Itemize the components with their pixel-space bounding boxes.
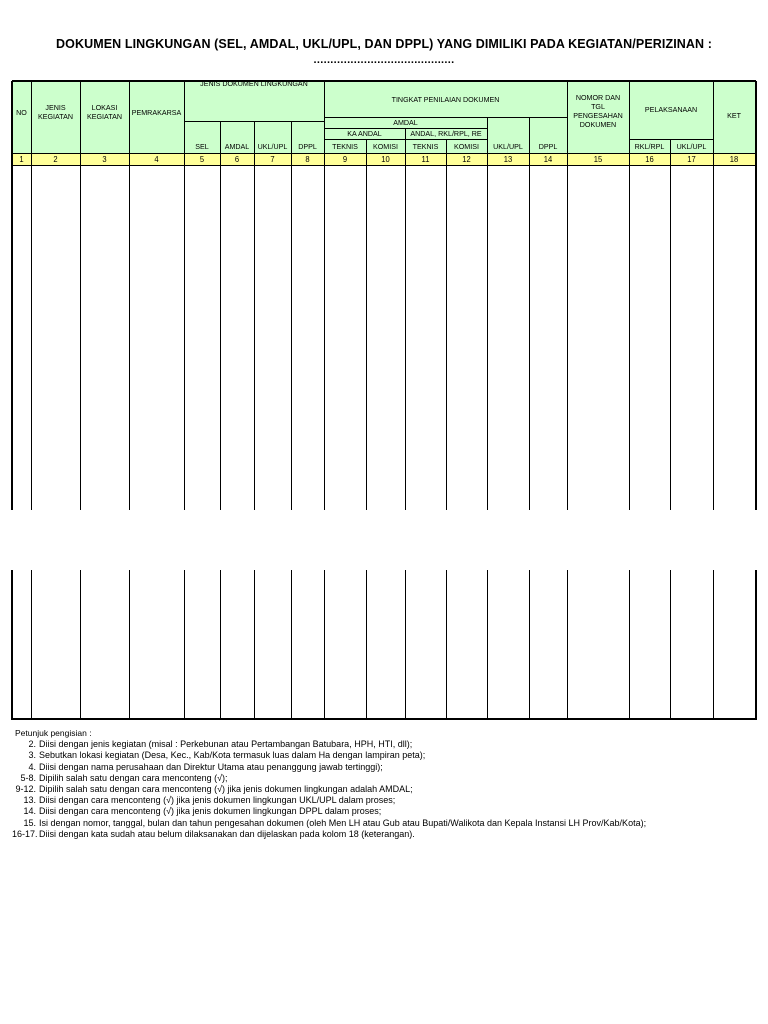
table-border (291, 153, 292, 510)
instruction-item (12, 773, 646, 784)
column-header-pemrakarsa: PEMRAKARSA (131, 107, 182, 117)
column-header-amdal-group: AMDAL (393, 118, 418, 127)
table-border (11, 570, 13, 718)
instruction-key: 15. (23, 817, 36, 828)
column-header-pelaksanaan: PELAKSANAAN (644, 104, 698, 114)
table-border (405, 153, 406, 510)
title-dots: .......................................... (313, 54, 455, 66)
instruction-item (12, 750, 646, 761)
table-border (324, 570, 325, 718)
table-border (129, 153, 130, 510)
column-number: 15 (593, 154, 603, 164)
instruction-key: 13. (23, 795, 36, 806)
column-number: 11 (421, 154, 430, 164)
instruction-text: Diisi dengan jenis kegiatan (misal : Perkebunan atau Pertambangan Batubara, HPH, HTI, dll); (39, 739, 413, 750)
instructions-heading: Petunjuk pengisian : (15, 728, 92, 738)
table-border (220, 153, 221, 510)
table-border (220, 570, 221, 718)
instruction-key: 14. (23, 806, 36, 817)
column-number: 13 (503, 154, 513, 164)
instruction-item (12, 784, 646, 795)
instruction-item (12, 795, 646, 806)
column-header-tingkat-penilaian: TINGKAT PENILAIAN DOKUMEN (391, 94, 500, 104)
column-header-ukl-upl: UKL/UPL (257, 141, 288, 151)
table-border (254, 570, 255, 718)
table-border (11, 718, 757, 720)
table-border (755, 81, 757, 510)
column-header-nomor-tgl-pengesahan: NOMOR DAN TGL PENGESAHAN DOKUMEN (573, 93, 623, 129)
table-border (487, 570, 488, 718)
column-number: 8 (305, 154, 310, 164)
column-header-komisi: KOMISI (373, 141, 398, 151)
instruction-item (12, 739, 646, 750)
table-border (629, 153, 630, 510)
table-border (366, 570, 367, 718)
instruction-key: 2. (28, 739, 36, 750)
table-border (670, 153, 671, 510)
table-border (629, 570, 630, 718)
table-border (31, 570, 32, 718)
instruction-key: 16-17. (12, 828, 38, 839)
table-border (184, 570, 185, 718)
instruction-text: Diisi dengan nama perusahaan dan Direktur Utama atau penanggung jawab tertinggi); (39, 761, 383, 772)
filling-instructions (12, 728, 646, 840)
column-header-andal-rkl-rpl: ANDAL, RKL/RPL, RE (410, 129, 482, 138)
instruction-key: 9-12. (15, 784, 36, 795)
table-border (12, 165, 756, 166)
instruction-text: Diisi dengan kata sudah atau belum dilaksanakan dan dijelaskan pada kolom 18 (keterangan). (39, 828, 415, 839)
table-border (567, 570, 568, 718)
column-number: 5 (199, 154, 205, 164)
instruction-item (12, 762, 646, 773)
instruction-text: Diisi dengan cara menconteng (√) jika jenis dokumen lingkungan UKL/UPL dalam proses; (39, 795, 396, 806)
table-border (713, 153, 714, 510)
table-border (487, 153, 488, 510)
table-border (31, 153, 32, 510)
instruction-text: Diisi dengan cara menconteng (√) jika jenis dokumen lingkungan DPPL dalam proses; (39, 806, 382, 817)
instruction-item (12, 829, 646, 840)
column-header-amdal: AMDAL (224, 141, 250, 151)
column-number: 2 (53, 154, 58, 164)
column-header-ka-andal: KA ANDAL (347, 129, 382, 138)
column-number: 10 (381, 154, 390, 164)
column-number: 7 (270, 154, 275, 164)
table-border (755, 570, 757, 718)
column-header-pelaksanaan-ukl-upl: UKL/UPL (676, 141, 707, 151)
column-header-rkl-rpl: RKL/RPL (634, 141, 665, 151)
table-border (529, 153, 530, 510)
column-header-teknis: TEKNIS (412, 141, 439, 151)
table-border (291, 570, 292, 718)
column-header-tingkat-ukl-upl: UKL/UPL (493, 141, 523, 151)
table-border (254, 153, 255, 510)
instruction-text: Dipilih salah satu dengan cara menconteng (√); (39, 772, 228, 783)
column-header-jenis-kegiatan: JENIS KEGIATAN (38, 103, 73, 121)
column-number: 4 (154, 154, 159, 164)
column-header-ket: KET (727, 110, 741, 120)
instructions-list (12, 739, 646, 840)
table-border (446, 153, 447, 510)
column-number: 9 (342, 154, 348, 164)
column-number: 14 (543, 154, 553, 164)
column-header-teknis: TEKNIS (332, 141, 358, 151)
instruction-text: Sebutkan lokasi kegiatan (Desa, Kec., Kab/Kota termasuk luas dalam Ha dengan lampiran peta); (39, 750, 426, 761)
instruction-item (12, 806, 646, 817)
table-border (11, 81, 13, 510)
table-border (184, 153, 185, 510)
column-header-lokasi-kegiatan: LOKASI KEGIATAN (87, 103, 122, 121)
table-border (80, 153, 81, 510)
column-header-no: NO (16, 107, 27, 117)
column-header-dppl: DPPL (298, 141, 317, 151)
column-number: 17 (687, 154, 696, 164)
column-number: 16 (645, 154, 654, 164)
instruction-key: 4. (28, 761, 36, 772)
table-border (567, 153, 568, 510)
table-border (446, 570, 447, 718)
column-number: 1 (19, 154, 24, 164)
table-border (80, 570, 81, 718)
column-header-tingkat-dppl: DPPL (538, 141, 558, 151)
column-number: 12 (462, 154, 471, 164)
instruction-key: 5-8. (20, 772, 36, 783)
column-header-jenis-dokumen: JENIS DOKUMEN LINGKUNGAN (200, 79, 308, 88)
column-number: 6 (234, 154, 240, 164)
table-border (366, 153, 367, 510)
column-number: 18 (729, 154, 739, 164)
table-border (670, 570, 671, 718)
instruction-text: Isi dengan nomor, tanggal, bulan dan tahun pengesahan dokumen (oleh Men LH atau Gub atau Bupati/Walikota dan Kepala Instansi LH Prov/Kab/Kota); (39, 817, 647, 828)
document-title: DOKUMEN LINGKUNGAN (SEL, AMDAL, UKL/UPL, DAN DPPL) YANG DIMILIKI PADA KEGIATAN/PERIZINAN : (56, 37, 712, 51)
table-border (529, 570, 530, 718)
instruction-key: 3. (28, 750, 36, 761)
instruction-text: Dipilih salah satu dengan cara menconteng (√) jika jenis dokumen lingkungan adalah AMDAL; (39, 784, 413, 795)
table-border (324, 153, 325, 510)
column-header-sel: SEL (195, 141, 209, 151)
instruction-item (12, 818, 646, 829)
column-number: 3 (102, 154, 107, 164)
column-header-komisi: KOMISI (454, 141, 479, 151)
table-border (713, 570, 714, 718)
table-border (405, 570, 406, 718)
table-border (129, 570, 130, 718)
